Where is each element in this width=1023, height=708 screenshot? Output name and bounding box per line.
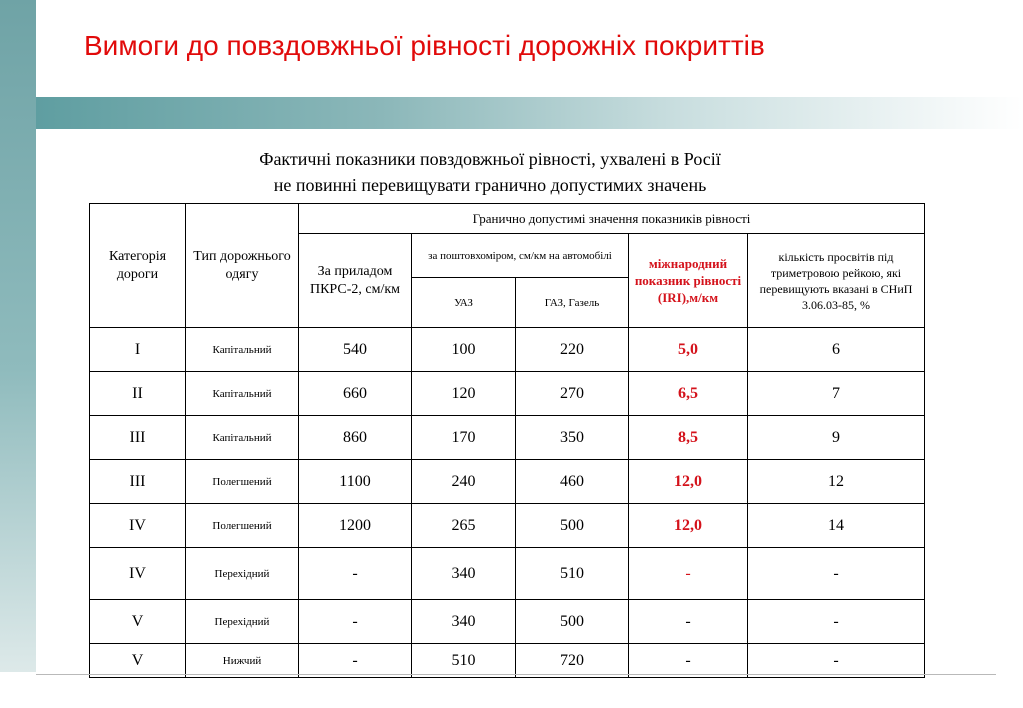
- cell-category: IV: [90, 548, 186, 600]
- cell-pkrs: -: [299, 644, 412, 678]
- cell-category: I: [90, 328, 186, 372]
- header-bumpmeter: за поштовхоміром, см/км на автомобілі: [412, 234, 629, 278]
- cell-gaps: 14: [748, 504, 925, 548]
- cell-gaz: 510: [516, 548, 629, 600]
- cell-gaz: 270: [516, 372, 629, 416]
- cell-gaz: 460: [516, 460, 629, 504]
- table-row: [90, 372, 925, 416]
- header-pavement-type: Тип дорожнього одягу: [186, 204, 299, 328]
- header-gaps: кількість просвітів під триметровою рейкою, які перевищують вказані в СНиП 3.06.03-85, %: [748, 234, 925, 328]
- cell-pavement-type: Полегшений: [186, 460, 299, 504]
- cell-pavement-type: Перехідний: [186, 600, 299, 644]
- cell-gaz: 350: [516, 416, 629, 460]
- cell-pkrs: -: [299, 548, 412, 600]
- cell-gaps: 6: [748, 328, 925, 372]
- cell-gaz: 500: [516, 504, 629, 548]
- header-limits-group: Гранично допустимі значення показників рівності: [299, 204, 925, 234]
- table-row: [90, 600, 925, 644]
- cell-category: III: [90, 460, 186, 504]
- table-row: [90, 416, 925, 460]
- cell-category: V: [90, 600, 186, 644]
- cell-uaz: 240: [412, 460, 516, 504]
- cell-iri: -: [629, 644, 748, 678]
- cell-iri: 5,0: [629, 328, 748, 372]
- cell-pkrs: -: [299, 600, 412, 644]
- cell-pkrs: 660: [299, 372, 412, 416]
- header-uaz: УАЗ: [412, 278, 516, 328]
- cell-gaps: -: [748, 548, 925, 600]
- table-caption: [100, 146, 880, 198]
- cell-uaz: 265: [412, 504, 516, 548]
- cell-pavement-type: Нижчий: [186, 644, 299, 678]
- cell-uaz: 170: [412, 416, 516, 460]
- title-gradient-band: [36, 97, 1023, 129]
- cell-iri: -: [629, 600, 748, 644]
- cell-pavement-type: Капітальний: [186, 372, 299, 416]
- cell-iri: -: [629, 548, 748, 600]
- cell-gaps: 9: [748, 416, 925, 460]
- cell-category: III: [90, 416, 186, 460]
- cell-pavement-type: Капітальний: [186, 328, 299, 372]
- cell-gaps: -: [748, 644, 925, 678]
- header-gaz: ГАЗ, Газель: [516, 278, 629, 328]
- cell-pkrs: 1100: [299, 460, 412, 504]
- cell-pkrs: 860: [299, 416, 412, 460]
- table-row: [90, 504, 925, 548]
- cell-gaps: 12: [748, 460, 925, 504]
- cell-uaz: 340: [412, 600, 516, 644]
- table-body: [90, 204, 925, 678]
- cell-gaz: 220: [516, 328, 629, 372]
- cell-gaz: 720: [516, 644, 629, 678]
- cell-pavement-type: Капітальний: [186, 416, 299, 460]
- table-row: [90, 328, 925, 372]
- cell-pkrs: 540: [299, 328, 412, 372]
- cell-pavement-type: Полегшений: [186, 504, 299, 548]
- left-accent-bar: [0, 0, 36, 672]
- cell-uaz: 340: [412, 548, 516, 600]
- cell-uaz: 100: [412, 328, 516, 372]
- cell-iri: 12,0: [629, 460, 748, 504]
- header-category: Категорія дороги: [90, 204, 186, 328]
- caption-line-2: не повинні перевищувати гранично допустимих значень: [273, 175, 707, 195]
- cell-category: IV: [90, 504, 186, 548]
- header-pkrs: За приладом ПКРС-2, см/км: [299, 234, 412, 328]
- table-row: [90, 548, 925, 600]
- cell-iri: 6,5: [629, 372, 748, 416]
- roughness-requirements-table: [89, 203, 925, 678]
- cell-pavement-type: Перехідний: [186, 548, 299, 600]
- header-row-1: [90, 204, 925, 234]
- cell-uaz: 510: [412, 644, 516, 678]
- cell-category: II: [90, 372, 186, 416]
- table-row: [90, 644, 925, 678]
- caption-line-1: Фактичні показники повздовжньої рівності, ухвалені в Росії: [259, 149, 721, 169]
- slide-title: Вимоги до повздовжньої рівності дорожніх покриттів: [84, 30, 765, 61]
- cell-pkrs: 1200: [299, 504, 412, 548]
- cell-gaps: -: [748, 600, 925, 644]
- cell-category: V: [90, 644, 186, 678]
- cell-uaz: 120: [412, 372, 516, 416]
- cell-gaps: 7: [748, 372, 925, 416]
- header-iri: міжнародний показник рівності (IRI),м/км: [629, 234, 748, 328]
- cell-iri: 12,0: [629, 504, 748, 548]
- cell-gaz: 500: [516, 600, 629, 644]
- table-row: [90, 460, 925, 504]
- cell-iri: 8,5: [629, 416, 748, 460]
- footer-divider: [36, 674, 996, 675]
